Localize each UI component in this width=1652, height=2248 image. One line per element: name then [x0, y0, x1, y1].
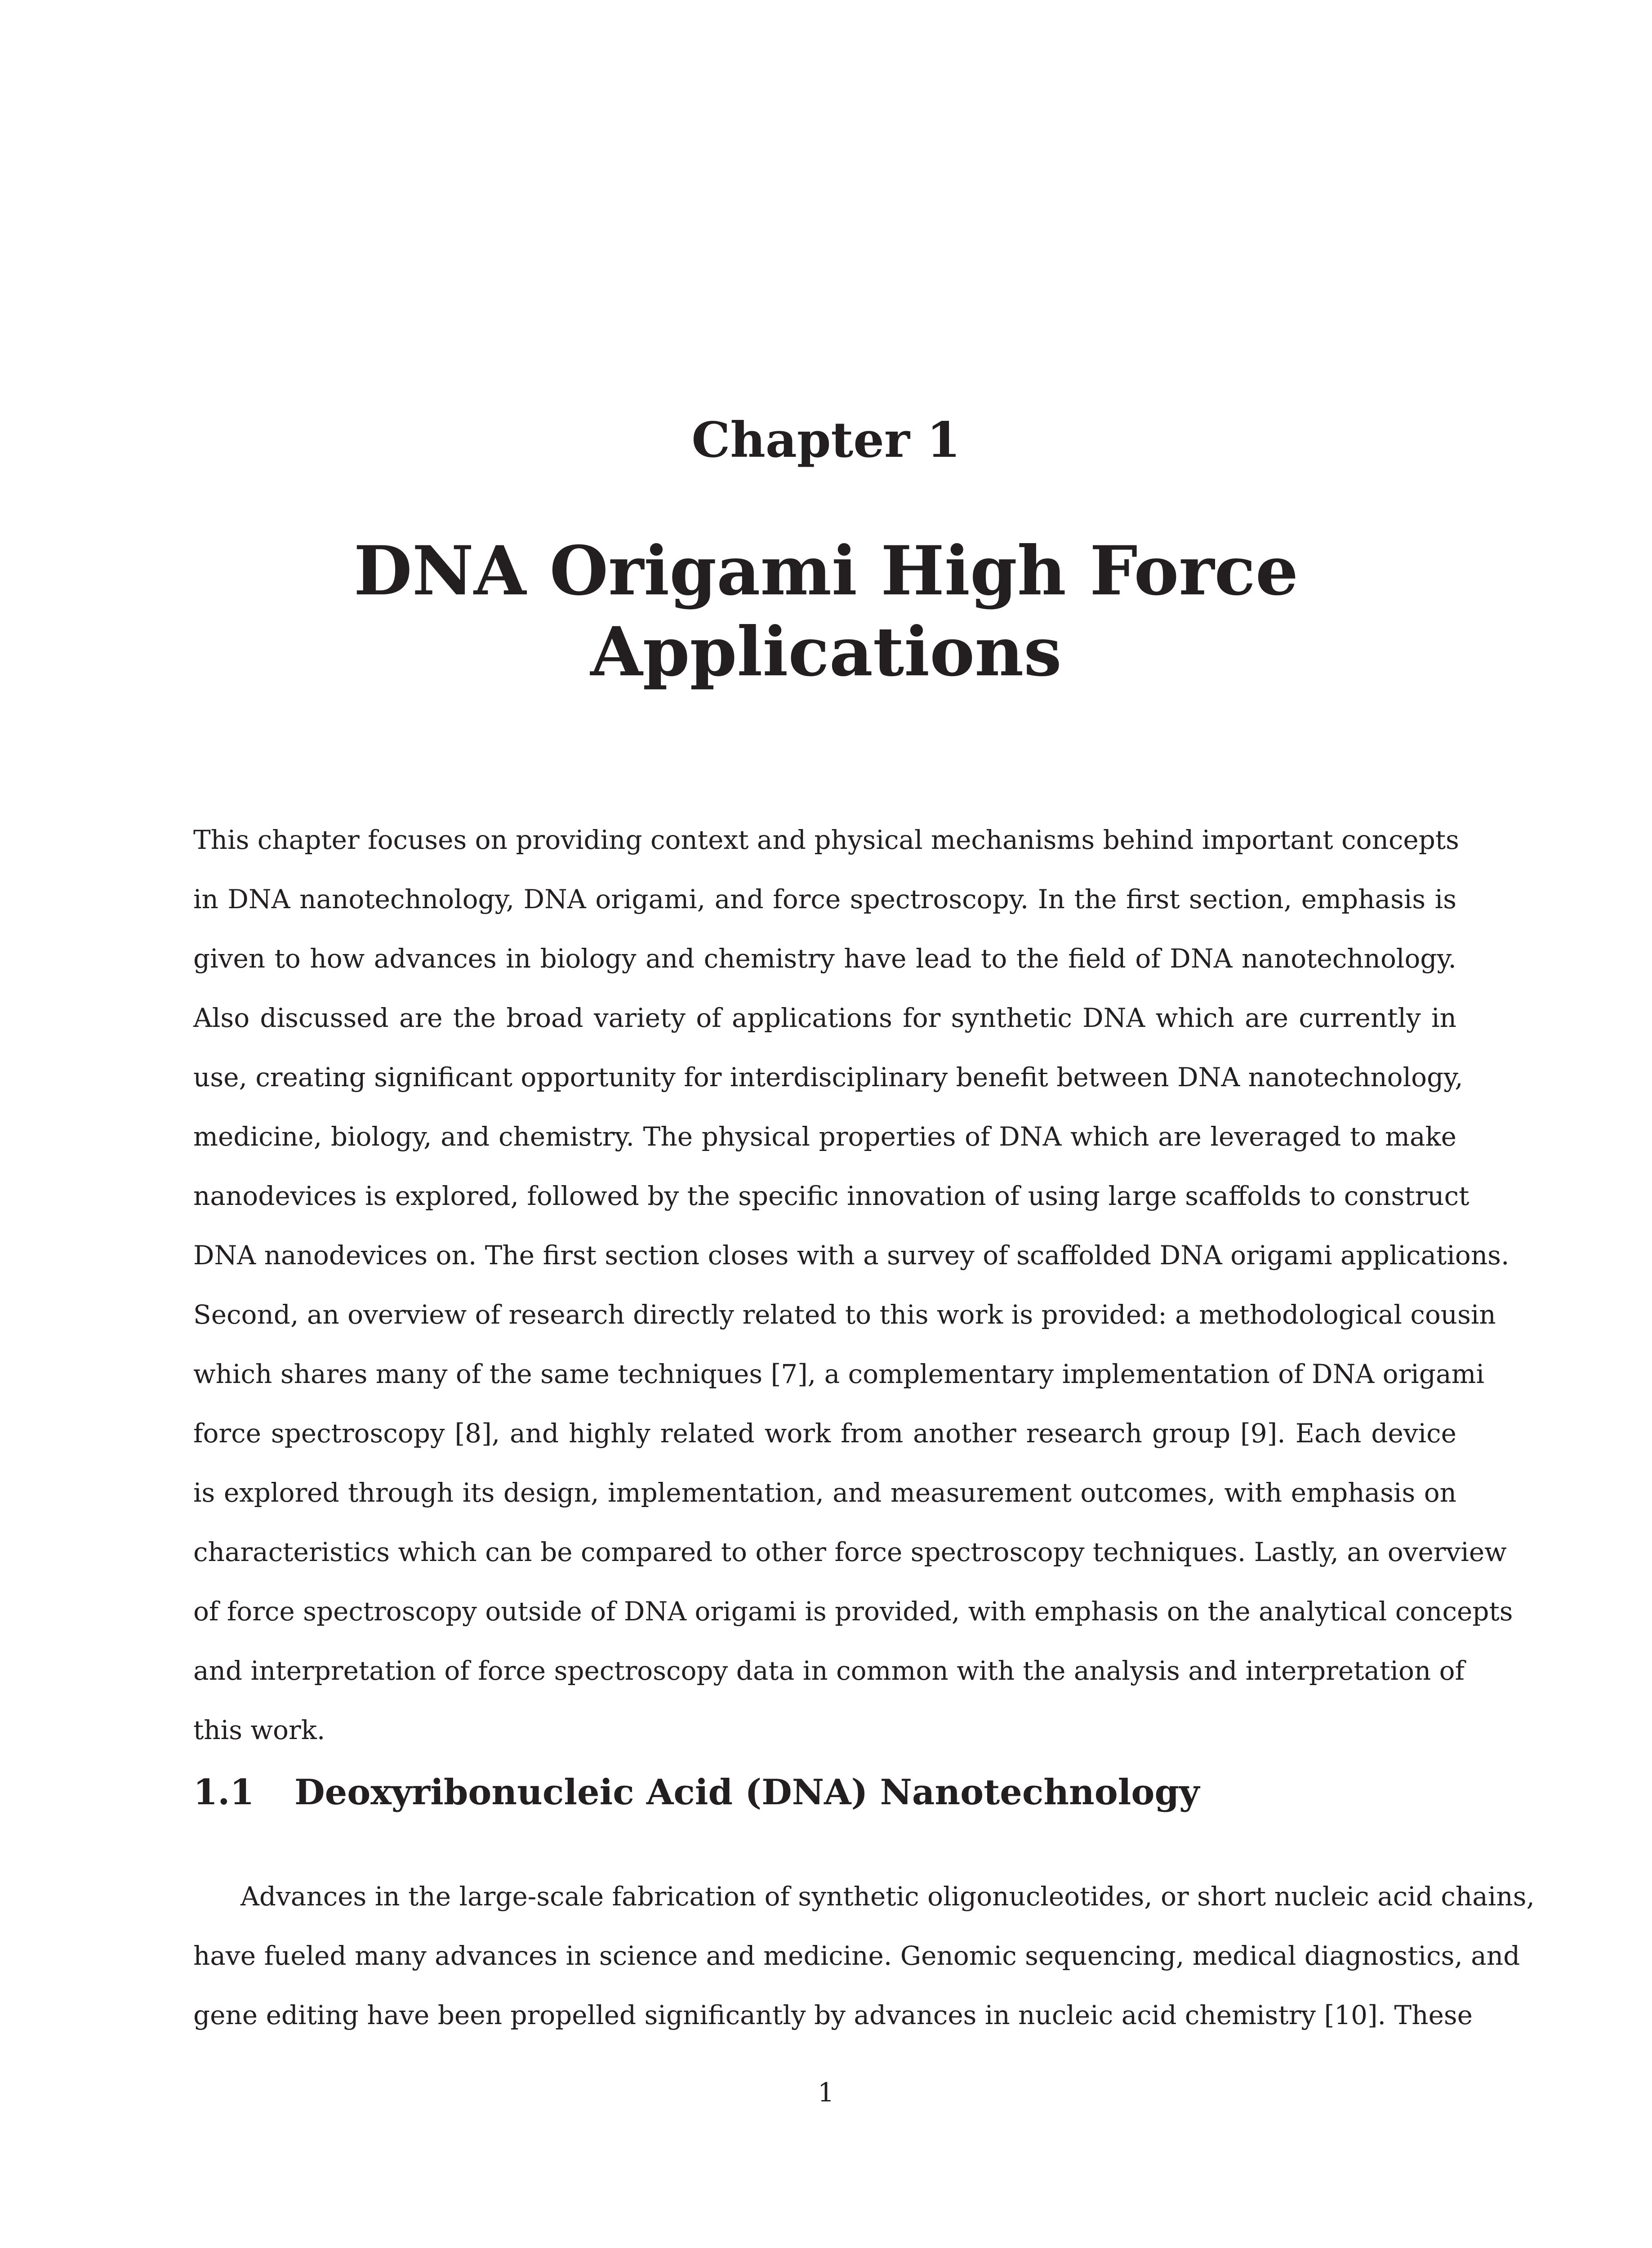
- intro-line: use, creating significant opportunity for interdisciplinary benefit between DNA nanotechnology,: [193, 1062, 1463, 1093]
- section-number: 1.1: [193, 1772, 254, 1813]
- intro-line: characteristics which can be compared to other force spectroscopy techniques. Lastly, an overview: [193, 1537, 1507, 1567]
- intro-line: Second, an overview of research directly related to this work is provided: a methodological cousin: [193, 1299, 1496, 1330]
- intro-line: which shares many of the same techniques [7], a complementary implementation of DNA origami: [193, 1359, 1485, 1389]
- page-number: 1: [818, 2077, 834, 2108]
- intro-line: DNA nanodevices on. The first section closes with a survey of scaffolded DNA origami applications.: [193, 1240, 1510, 1271]
- intro-line: Also discussed are the broad variety of applications for synthetic DNA which are currently in: [193, 1003, 1456, 1033]
- intro-line: and interpretation of force spectroscopy data in common with the analysis and interpretation of: [193, 1655, 1465, 1686]
- intro-line: is explored through its design, implementation, and measurement outcomes, with emphasis on: [193, 1477, 1456, 1508]
- section-line: have fueled many advances in science and medicine. Genomic sequencing, medical diagnostics, and: [193, 1940, 1520, 1971]
- section-paragraph: [193, 1867, 1535, 2045]
- chapter-label: Chapter 1: [691, 412, 961, 468]
- intro-paragraph: [193, 810, 1513, 1760]
- intro-line: of force spectroscopy outside of DNA origami is provided, with emphasis on the analytical concepts: [193, 1596, 1513, 1627]
- section-line: gene editing have been propelled significantly by advances in nucleic acid chemistry [10]. These: [193, 2000, 1473, 2030]
- section-line: Advances in the large-scale fabrication of synthetic oligonucleotides, or short nucleic acid chains,: [240, 1881, 1535, 1912]
- intro-line: medicine, biology, and chemistry. The physical properties of DNA which are leveraged to make: [193, 1121, 1456, 1152]
- intro-line: this work.: [193, 1715, 325, 1745]
- intro-line: in DNA nanotechnology, DNA origami, and force spectroscopy. In the first section, emphasis is: [193, 884, 1456, 914]
- intro-line: force spectroscopy [8], and highly related work from another research group [9]. Each device: [193, 1418, 1456, 1449]
- intro-line: given to how advances in biology and chemistry have lead to the field of DNA nanotechnology.: [193, 943, 1456, 974]
- section-heading: [193, 1771, 1456, 1814]
- intro-line: This chapter focuses on providing context and physical mechanisms behind important concepts: [193, 825, 1459, 855]
- intro-line: nanodevices is explored, followed by the specific innovation of using large scaffolds to construct: [193, 1181, 1469, 1211]
- chapter-title: [0, 531, 1652, 692]
- chapter-title-line-2: Applications: [590, 612, 1062, 691]
- chapter-title-line-1: DNA Origami High Force: [353, 531, 1299, 611]
- section-title: Deoxyribonucleic Acid (DNA) Nanotechnology: [294, 1772, 1200, 1813]
